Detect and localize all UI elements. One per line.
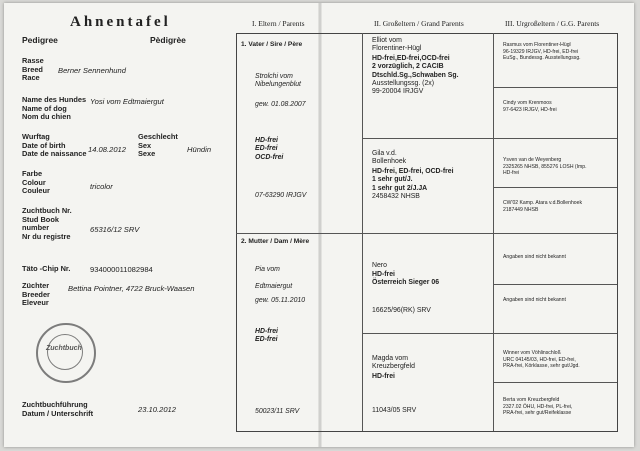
sire-registration: 07-63290 IRJGV <box>255 192 307 199</box>
dog-name-label: Name des Hundes Name of dog Nom du chien <box>22 95 87 122</box>
sex-value: Hündin <box>187 145 212 154</box>
sire-label: 1. Vater / Sire / Père <box>241 41 303 48</box>
birth-date-value: 14.08.2012 <box>88 145 127 154</box>
breeder-value: Bettina Pointner, 4722 Bruck-Waasen <box>68 284 195 293</box>
sire-birth: gew. 01.08.2007 <box>255 101 306 108</box>
great-grandparent-2: Cindy vom Krenmoos 97-6423 IRJGV, HD-frei <box>503 100 557 113</box>
certification-label: Zuchtbuchführung Datum / Unterschrift <box>22 400 94 418</box>
great-grandparent-1: Rasmus vom Florentiner-Hügl 96-19329 IRJGV, HD-frei, ED-frei EuSg., Bundessg. Ausstellungssg. <box>503 42 581 62</box>
great-grandparent-4: CW'02 Kamp. Atara v.d.Bollenhoek 2187449 NHSB <box>503 200 583 213</box>
grandsire-2-name: Nero <box>372 262 387 269</box>
subtitle-pedigree: Pedigree <box>22 35 58 45</box>
granddam-2-registration: 11043/05 SRV <box>372 407 417 414</box>
kennel-club-seal <box>36 323 96 383</box>
great-grandparent-5: Angaben sind nicht bekannt <box>503 254 566 260</box>
seal-inner-ring <box>47 334 83 370</box>
studbook-value: 65316/12 SRV <box>90 225 140 234</box>
chip-label: Täto -Chip Nr. <box>22 264 71 273</box>
great-grandparent-3: Ysven van de Weyenberg 2325265 NHSB, 855276 LOSH (Imp. HD-frei <box>503 157 587 177</box>
birth-date-label: Wurftag Date of birth Date de naissance <box>22 132 87 159</box>
grandsire-1-titles: HD-frei,ED-frei,OCD-frei 2 vorzüglich, 2 CACIB Dtschld.Sg.,Schwaben Sg. <box>372 55 459 79</box>
colour-label: Farbe Colour Couleur <box>22 169 50 196</box>
certification-date: 23.10.2012 <box>138 405 177 414</box>
studbook-label: Zuchtbuch Nr. Stud Book number Nr du registre <box>22 206 72 241</box>
dog-name-value: Yosi vom Edtmaiergut <box>90 97 164 106</box>
sire-name: Strolchi vom Nibelungenblut <box>255 73 301 89</box>
great-grandparent-8: Berta vom Kreuzbergfeld 2327.02 ÖHU, HD-frei, PL-frei, PRA-frei, sehr gut/Reifeklasse <box>503 397 573 417</box>
dam-name: Pia vom Edtmaiergut <box>255 266 293 290</box>
chip-value: 934000011082984 <box>90 265 153 274</box>
granddam-2-name: Magda vom Kreuzbergfeld <box>372 355 415 371</box>
sire-health: HD-frei ED-frei OCD-frei <box>255 137 284 161</box>
seal-text: Zuchtbuch <box>46 345 82 352</box>
dam-health: HD-frei ED-frei <box>255 328 278 344</box>
breeder-label: Züchter Breeder Eleveur <box>22 281 50 308</box>
breed-label: Rasse Breed Race <box>22 56 44 83</box>
grandsire-2-registration: 16625/96(RK) SRV <box>372 307 431 314</box>
granddam-1-name: Gila v.d. Bollenhoek <box>372 150 407 166</box>
dam-birth: gew. 05.11.2010 <box>255 297 306 304</box>
header-great-grandparents: III. Urgroßeltern / G.G. Parents <box>505 19 600 28</box>
grandsire-2-titles: HD-frei Österreich Sieger 06 <box>372 271 440 287</box>
header-grandparents: II. Großeltern / Grand Parents <box>374 19 464 28</box>
grandsire-1-registration: Ausstellungssg. (2x) 99-20004 IRJGV <box>372 80 435 96</box>
granddam-1-titles: HD-frei, ED-frei, OCD-frei 1 sehr gut/J. 1 sehr gut 2/J.JA <box>372 168 454 192</box>
dam-label: 2. Mutter / Dam / Mère <box>241 238 310 245</box>
great-grandparent-7: Winner vom Vöhlinschloß URC 04145/03, HD-frei, ED-frei, PRA-frei, Körklasse, sehr gut/Jgd. <box>503 350 580 370</box>
colour-value: tricolor <box>90 182 113 191</box>
document-title: Ahnentafel <box>70 14 171 30</box>
great-grandparent-6: Angaben sind nicht bekannt <box>503 297 566 303</box>
dam-registration: 50023/11 SRV <box>255 408 300 415</box>
grandsire-1-name: Elliot vom Florentiner-Hügl <box>372 37 422 53</box>
granddam-2-titles: HD-frei <box>372 373 395 380</box>
breed-value: Berner Sennenhund <box>58 66 126 75</box>
granddam-1-registration: 2458432 NHSB <box>372 193 420 200</box>
header-parents: I. Eltern / Parents <box>252 19 305 28</box>
subtitle-pedigree-fr: Pèdigrèe <box>150 35 186 45</box>
sex-label: Geschlecht Sex Sexe <box>138 132 178 159</box>
